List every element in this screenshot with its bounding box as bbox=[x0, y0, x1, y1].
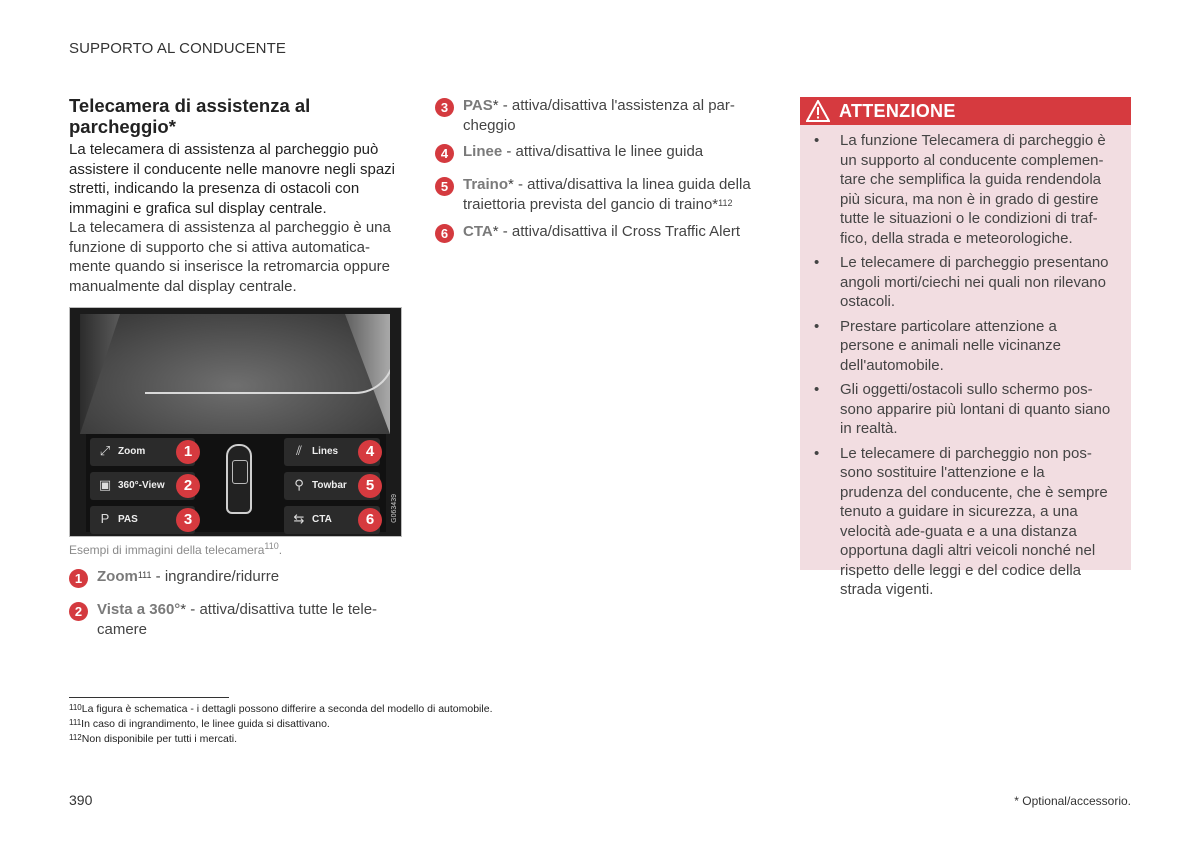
callout-number: 1 bbox=[176, 440, 200, 464]
left-column bbox=[69, 95, 409, 296]
intro-line: La telecamera di assistenza al parcheggio è una bbox=[69, 219, 391, 236]
callout-number: 2 bbox=[176, 474, 200, 498]
title-line-2: parcheggio* bbox=[69, 116, 176, 137]
list-item: 5 Traino* - attiva/disattiva la linea guida della traiettoria prevista del gancio di traino*$^{112}$ bbox=[435, 175, 775, 215]
callout-number: 4 bbox=[358, 440, 382, 464]
warning-box bbox=[800, 97, 1131, 598]
pas-button: P PAS bbox=[90, 506, 195, 534]
footnote: $^{110}$La figura è schematica - i dettagli possono differire a seconda del modello di automobile. bbox=[69, 703, 493, 715]
intro-lead-line: immagini e grafica sul display centrale. bbox=[69, 199, 327, 217]
warning-header bbox=[800, 97, 1131, 125]
callout-number: 3 bbox=[176, 508, 200, 532]
warning-triangle-icon bbox=[806, 100, 830, 122]
zoom-button: ⤢ Zoom bbox=[90, 438, 195, 466]
callout-number: 5 bbox=[358, 474, 382, 498]
camera-controls-panel bbox=[86, 434, 386, 532]
figure-caption: Esempi di immagini della telecamera$^{110}$. bbox=[69, 541, 283, 557]
zoom-arrows-icon: ⤢ bbox=[99, 443, 111, 458]
intro-lead-line: assistere il conducente nelle manovre negli spazi bbox=[69, 160, 396, 178]
list-item: 6 CTA* - attiva/disattiva il Cross Traffic Alert bbox=[435, 222, 775, 242]
intro-line: funzione di supporto che si attiva automatica- bbox=[69, 238, 371, 256]
cross-traffic-icon: ⇆ bbox=[293, 511, 305, 526]
warning-item: • Gli oggetti/ostacoli sullo schermo pos-sono apparire più lontani di quanto siano in realtà. bbox=[840, 380, 1111, 439]
footnote: $^{112}$Non disponibile per tutti i mercati. bbox=[69, 733, 238, 745]
intro-line: manualmente dal display centrale. bbox=[69, 277, 297, 295]
item-number-badge: 5 bbox=[435, 177, 454, 196]
figure-code: G063439 bbox=[391, 494, 398, 523]
list-item: 2 Vista a 360°* - attiva/disattiva tutte le tele- camere bbox=[69, 600, 409, 640]
callout-number: 6 bbox=[358, 508, 382, 532]
section-title bbox=[69, 95, 409, 137]
warning-item: • Le telecamere di parcheggio non pos-sono sostituire l'attenzione e la prudenza del conducente, che è sempre tenuto a guidare in sicurezza, a una velocità ade-guata e a una distanza opportuna dagli altri veicoli nonché nel rispetto delle leggi e del codice della strada vigenti. bbox=[840, 444, 1111, 600]
intro-lead-line: La telecamera di assistenza al parcheggio può bbox=[69, 141, 379, 158]
list-item: 4 Linee - attiva/disattiva le linee guida bbox=[435, 142, 765, 162]
item-number-badge: 4 bbox=[435, 144, 454, 163]
towbar-icon: ⚲ bbox=[294, 477, 304, 492]
footnote: $^{111}$In caso di ingrandimento, le linee guida si disattivano. bbox=[69, 718, 330, 730]
lines-button: ⫽ Lines bbox=[284, 438, 380, 466]
list-item: 1 Zoom$^{111}$ - ingrandire/ridurre bbox=[69, 567, 409, 587]
lines-icon: ⫽ bbox=[296, 443, 302, 458]
warning-item: • Le telecamere di parcheggio presentano angoli morti/ciechi nei quali non rilevano ostacoli. bbox=[840, 253, 1111, 312]
camera-screen-illustration bbox=[69, 307, 402, 537]
page-number: 390 bbox=[69, 792, 93, 808]
footnote-ref: 110 bbox=[264, 541, 279, 551]
intro-body bbox=[69, 218, 409, 296]
item-number-badge: 1 bbox=[69, 569, 88, 588]
footnote-ref: 111 bbox=[137, 570, 152, 580]
guide-line bbox=[145, 334, 390, 394]
warning-list bbox=[800, 125, 1131, 600]
list-item: 3 PAS* - attiva/disattiva l'assistenza al par- cheggio bbox=[435, 96, 765, 136]
rear-camera-view bbox=[80, 314, 390, 434]
view-360-button: ▣ 360°-View bbox=[90, 472, 195, 500]
section-header: SUPPORTO AL CONDUCENTE bbox=[69, 40, 286, 57]
optional-note: * Optional/accessorio. bbox=[1014, 794, 1131, 808]
cta-button: ⇆ CTA bbox=[284, 506, 380, 534]
towbar-button: ⚲ Towbar bbox=[284, 472, 380, 500]
footnote-ref: 112 bbox=[718, 198, 733, 208]
title-line-1: Telecamera di assistenza al bbox=[69, 95, 311, 116]
camera-360-icon: ▣ bbox=[98, 477, 112, 492]
warning-item: • Prestare particolare attenzione a persone e animali nelle vicinanze dell'automobile. bbox=[840, 317, 1111, 376]
intro-lead bbox=[69, 140, 409, 218]
intro-line: mente quando si inserisce la retromarcia oppure bbox=[69, 258, 390, 275]
item-number-badge: 3 bbox=[435, 98, 454, 117]
warning-item: • La funzione Telecamera di parcheggio è un supporto al conducente complemen-tare che semplifica la guida rendendola più sicura, ma non è in grado di gestire tutte le situazioni o le condizioni di traf-fico, della strada e meteorologiche. bbox=[840, 131, 1111, 248]
car-top-view-icon bbox=[226, 444, 252, 514]
footnote-divider bbox=[69, 697, 229, 698]
parking-sensor-icon: P bbox=[100, 511, 110, 526]
item-number-badge: 2 bbox=[69, 602, 88, 621]
warning-title: ATTENZIONE bbox=[839, 101, 956, 121]
item-number-badge: 6 bbox=[435, 224, 454, 243]
intro-lead-line: stretti, indicando la presenza di ostacoli con bbox=[69, 180, 360, 197]
